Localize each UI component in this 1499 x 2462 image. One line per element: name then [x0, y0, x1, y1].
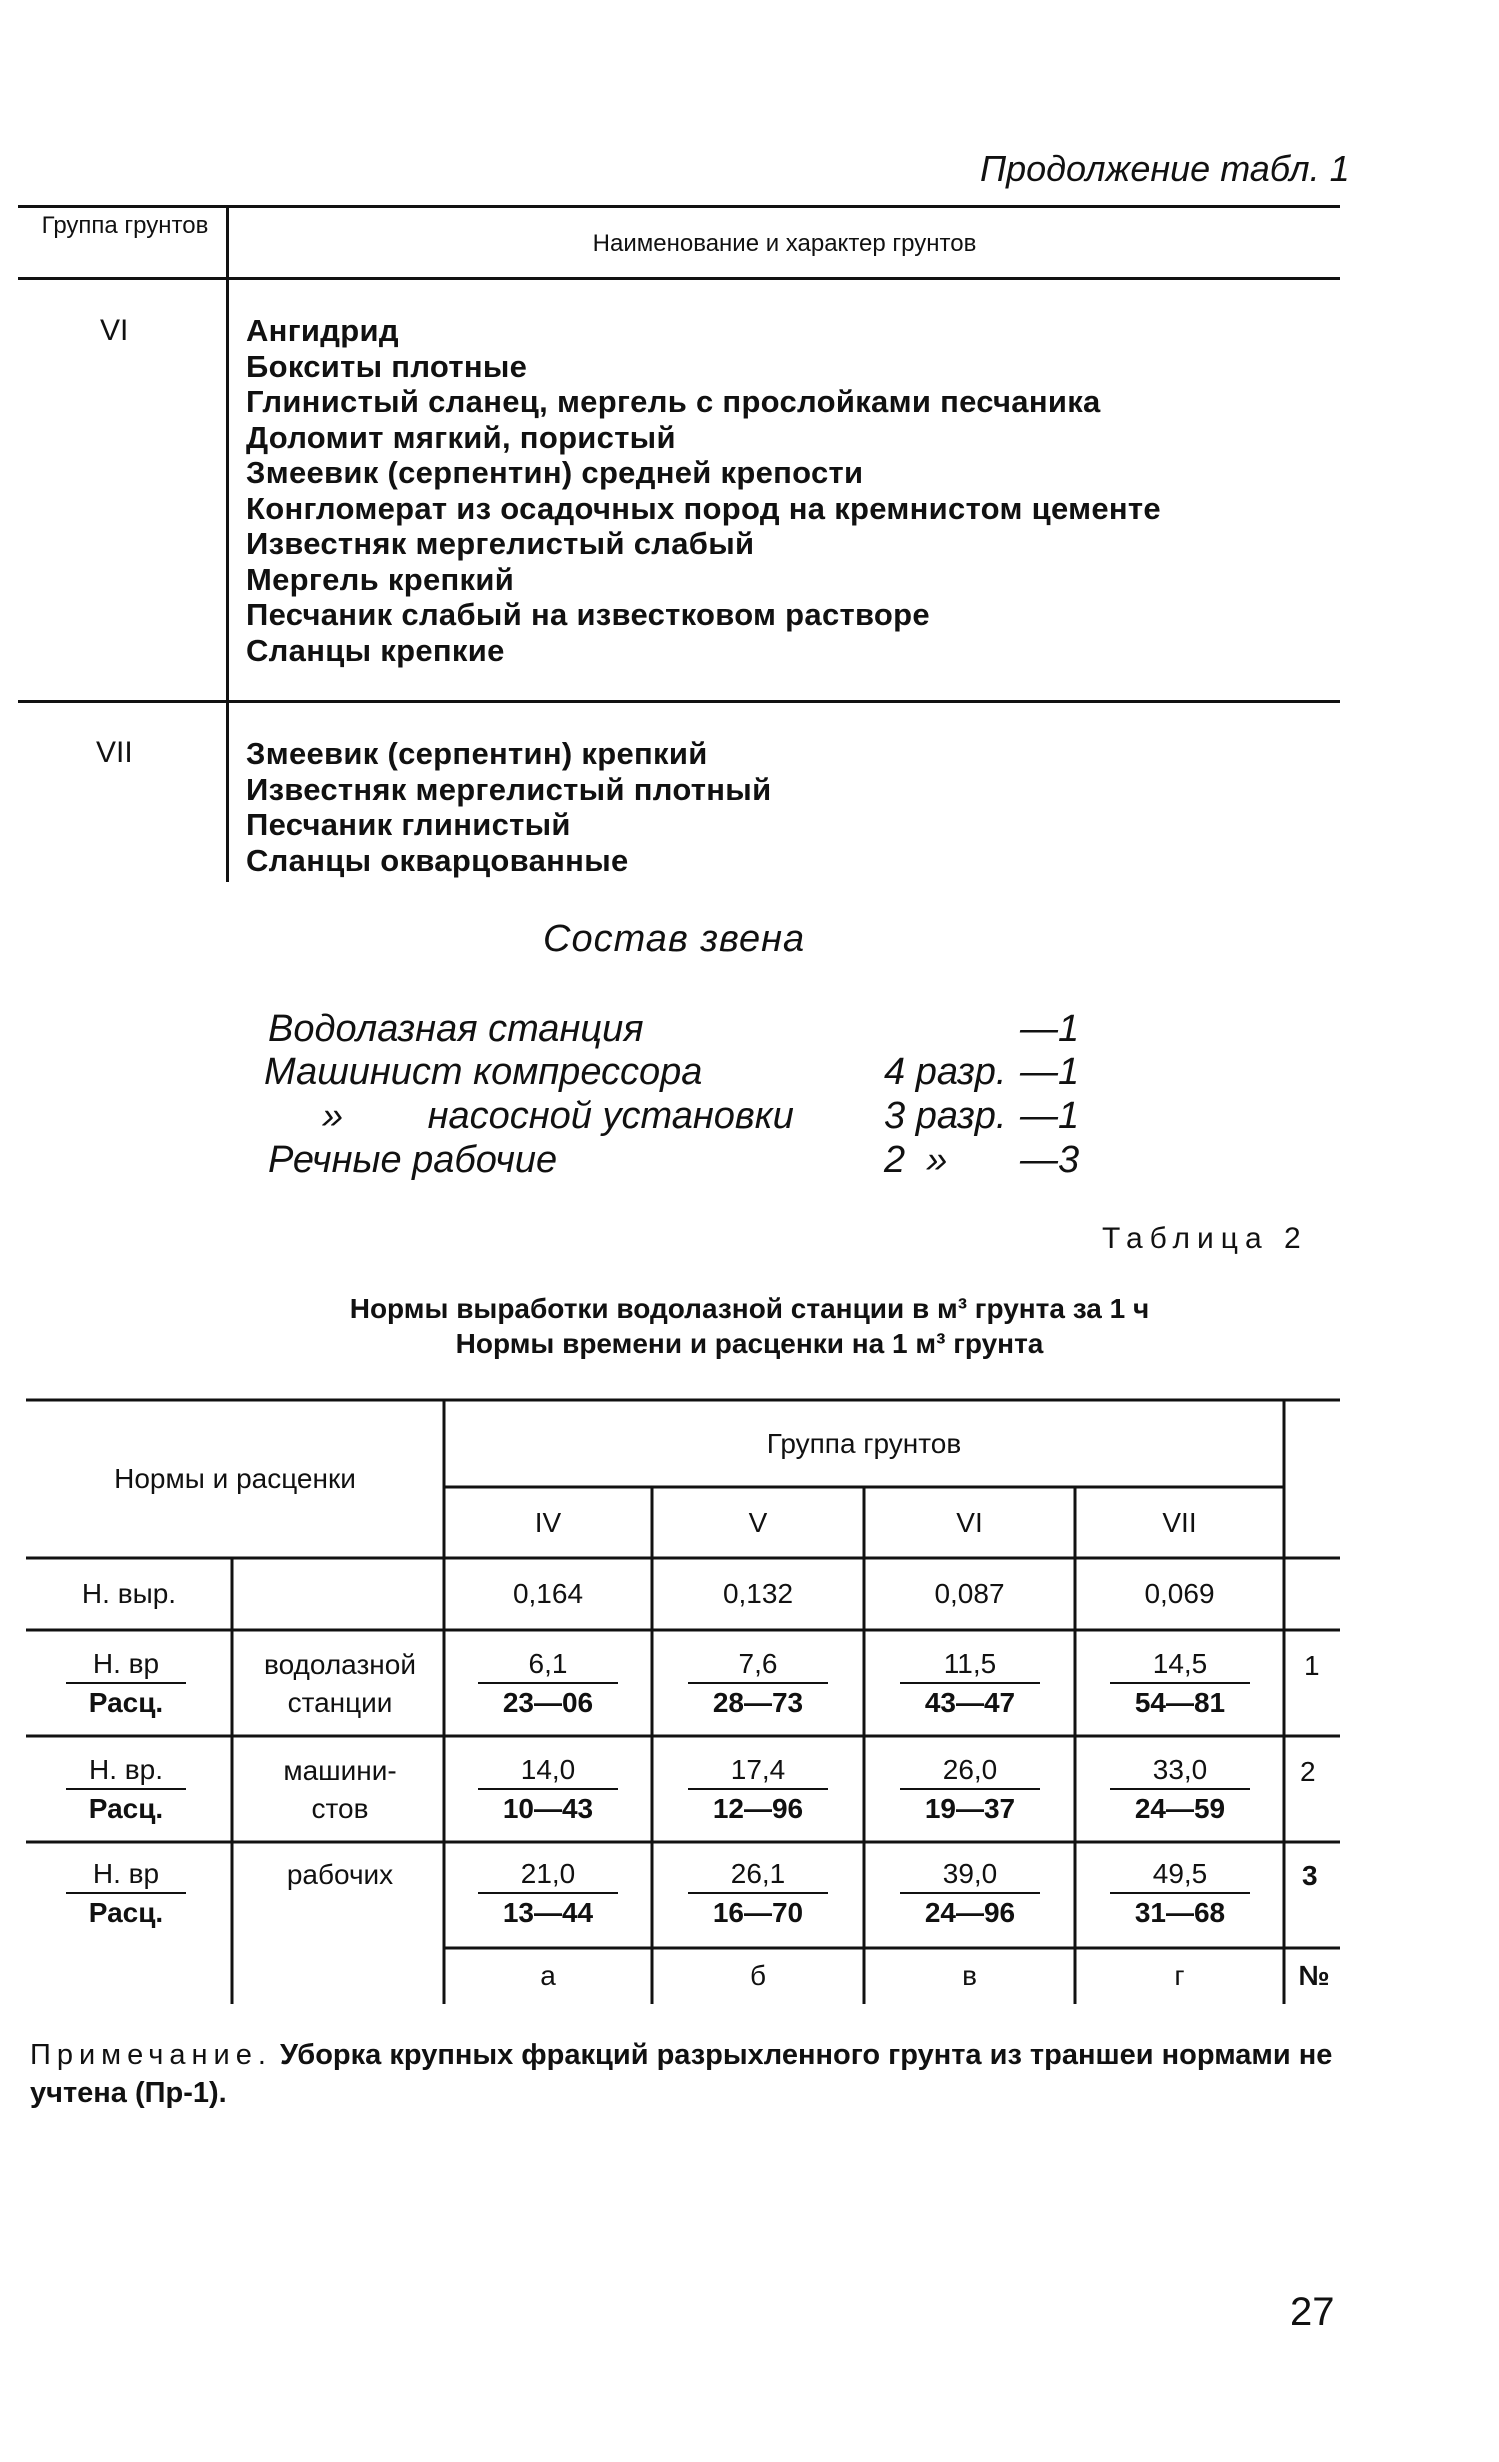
- crew-member-name: Водолазная станция: [268, 1008, 644, 1050]
- table2-group-vi: VI: [956, 1506, 983, 1538]
- crew-member-count: —1: [1020, 1095, 1080, 1137]
- list-item: Глинистый сланец, мергель с прослойками песчаника: [246, 384, 1101, 419]
- crew-member-grade: 4 разр.: [884, 1051, 1007, 1093]
- table2-group-v: V: [748, 1506, 768, 1538]
- table2-group-iv: IV: [534, 1506, 562, 1538]
- crew-member-grade: 2 »: [884, 1139, 948, 1181]
- table2-cell: $\frac{6,1}{23—06}$: [478, 1646, 618, 1722]
- list-item: Сланцы окварцованные: [246, 842, 629, 878]
- crew-member-row: [322, 1095, 1102, 1139]
- table2-cell: $\frac{49,5}{31—68}$: [1110, 1856, 1250, 1932]
- table2-row-number: 1: [1304, 1650, 1320, 1681]
- table2-row-worker: водолазной станции: [264, 1649, 416, 1718]
- list-item: Известняк мергелистый слабый: [246, 526, 755, 561]
- rate-label: Расц.: [88, 1793, 164, 1824]
- table2-header-group: Группа грунтов: [766, 1427, 962, 1459]
- table2-row-number: 3: [1302, 1860, 1318, 1891]
- list-item: Ангидрид: [246, 313, 399, 348]
- list-item: Песчаник глинистый: [246, 807, 571, 842]
- crew-member-name: » насосной установки: [322, 1095, 794, 1137]
- table1-header-rule: [18, 277, 1340, 280]
- table2-output-value: 0,069: [1144, 1578, 1215, 1609]
- crew-member-name: Машинист компрессора: [264, 1051, 703, 1093]
- table2-row-label: [66, 1646, 186, 1722]
- crew-member-row: [268, 1008, 1098, 1052]
- table2-row-worker: рабочих: [286, 1859, 394, 1890]
- table1-soil-list-vi: [246, 313, 1161, 668]
- list-item: Змеевик (серпентин) крепкий: [246, 736, 708, 771]
- list-item: Змеевик (серпентин) средней крепости: [246, 455, 864, 490]
- rate-label: Расц.: [88, 1897, 164, 1928]
- table2-column-letter: в: [962, 1960, 977, 1991]
- table2-output-value: 0,087: [934, 1578, 1005, 1609]
- list-item: Песчаник слабый на известковом растворе: [246, 597, 930, 632]
- norm-time-label: Н. вр: [66, 1856, 186, 1894]
- crew-member-row: [268, 1139, 1098, 1183]
- table1-group-vii: VII: [96, 736, 133, 769]
- table2-cell: $\frac{21,0}{13—44}$: [478, 1856, 618, 1932]
- norm-time-label: Н. вр.: [66, 1752, 186, 1790]
- list-item: Конгломерат из осадочных пород на кремнистом цементе: [246, 490, 1161, 526]
- table-continuation-caption: Продолжение табл. 1: [980, 148, 1350, 189]
- table2-label: Таблица 2: [1102, 1222, 1308, 1255]
- table2-cell: $\frac{7,6}{28—73}$: [688, 1646, 828, 1722]
- table2-caption-line1: Нормы выработки водолазной станции в м³ грунта за 1 ч: [349, 1293, 1150, 1324]
- table2-header-norms: Нормы и расценки: [114, 1463, 356, 1494]
- table2-cell: $\frac{39,0}{24—96}$: [900, 1856, 1040, 1932]
- crew-member-name: Речные рабочие: [268, 1139, 558, 1181]
- table1-row-rule: [18, 700, 1340, 703]
- table2-output-label: Н. выр.: [81, 1578, 177, 1609]
- table2-cell: $\frac{14,0}{10—43}$: [478, 1752, 618, 1828]
- table2-cell: $\frac{11,5}{43—47}$: [900, 1646, 1040, 1722]
- table2-number-label: №: [1298, 1960, 1330, 1991]
- crew-member-row: [264, 1051, 1094, 1095]
- table1-group-vi: VI: [100, 314, 129, 347]
- list-item: Сланцы крепкие: [246, 632, 505, 668]
- table2-output-value: 0,164: [512, 1578, 584, 1609]
- table2-column-letter: а: [540, 1960, 556, 1991]
- crew-member-count: —1: [1020, 1051, 1080, 1093]
- table2-cell: $\frac{26,0}{19—37}$: [900, 1752, 1040, 1828]
- footnote-prefix: Примечание.: [30, 2039, 272, 2071]
- list-item: Бокситы плотные: [246, 348, 528, 384]
- norm-time-label: Н. вр: [66, 1646, 186, 1684]
- crew-member-grade: 3 разр.: [884, 1095, 1007, 1137]
- list-item: Доломит мягкий, пористый: [246, 419, 676, 455]
- table2-cell: $\frac{33,0}{24—59}$: [1110, 1752, 1250, 1828]
- table2-row-label: [66, 1856, 186, 1932]
- table2-row-number: 2: [1300, 1756, 1316, 1787]
- page-number: 27: [1290, 2290, 1335, 2334]
- table2-row-label: [66, 1752, 186, 1828]
- table2-group-vii: VII: [1162, 1506, 1197, 1538]
- list-item: Известняк мергелистый плотный: [246, 771, 772, 807]
- footnote: [30, 2036, 1340, 2112]
- table2-cell: $\frac{17,4}{12—96}$: [688, 1752, 828, 1828]
- crew-member-count: —3: [1020, 1139, 1080, 1181]
- table2-cell: $\frac{26,1}{16—70}$: [688, 1856, 828, 1932]
- table2-cell: $\frac{14,5}{54—81}$: [1110, 1646, 1250, 1722]
- table1-soil-list-vii: [246, 736, 771, 878]
- table1-column-divider: [226, 205, 229, 882]
- rate-label: Расц.: [88, 1687, 164, 1718]
- table2-caption-line2: Нормы времени и расценки на 1 м³ грунта: [455, 1328, 1044, 1359]
- crew-title: Состав звена: [543, 918, 806, 960]
- table2-column-letter: г: [1174, 1960, 1185, 1991]
- list-item: Мергель крепкий: [246, 561, 515, 597]
- table2-column-letter: б: [749, 1960, 767, 1991]
- footnote-text: Уборка крупных фракций разрыхленного грунта из траншеи нормами не учтена (Пр-1).: [30, 2039, 1333, 2109]
- table2-row-worker: машини- стов: [283, 1755, 397, 1824]
- crew-member-count: —1: [1020, 1008, 1080, 1050]
- table1-header-group: Группа грунтов: [41, 212, 209, 239]
- table2-output-value: 0,132: [722, 1578, 794, 1609]
- table1-top-rule: [18, 205, 1340, 208]
- table1-header-name: Наименование и характер грунтов: [592, 230, 977, 257]
